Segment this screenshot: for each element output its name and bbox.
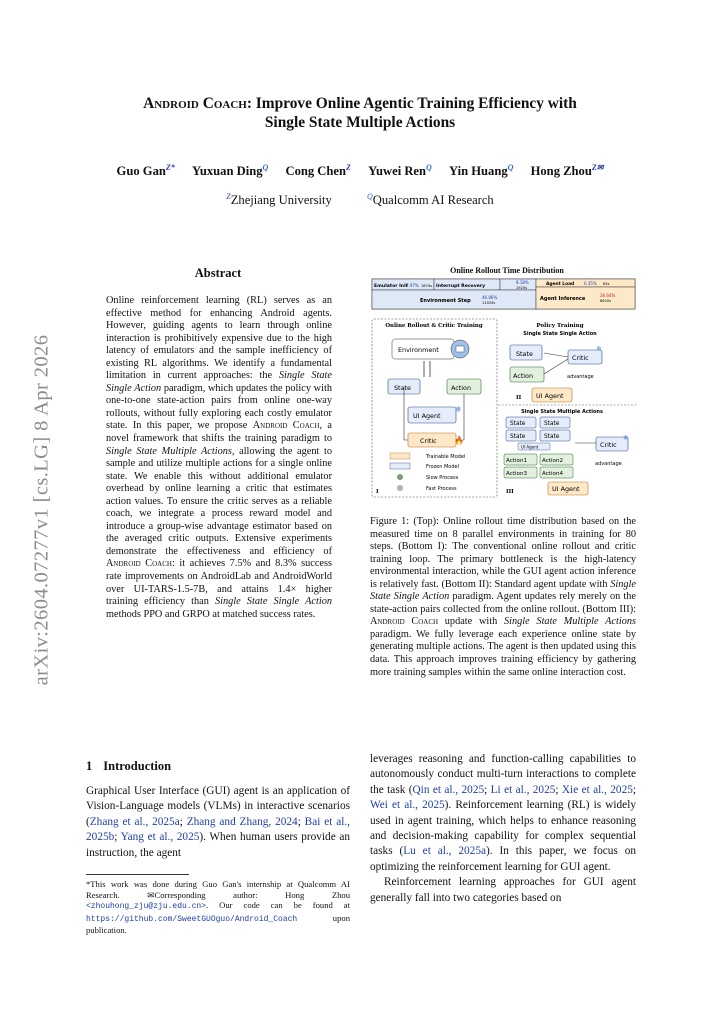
author-list: [60, 163, 660, 179]
svg-text:Online Rollout & Critic Traini: Online Rollout & Critic Training: [385, 323, 483, 329]
svg-text:Critic: Critic: [420, 437, 437, 445]
citation-link[interactable]: Li et al., 2025: [490, 783, 556, 796]
section-heading: 1 Introduction: [86, 759, 172, 773]
citation-link[interactable]: Qin et al., 2025: [412, 783, 485, 796]
svg-text:UI Agent: UI Agent: [536, 392, 564, 400]
svg-text:UI Agent: UI Agent: [552, 485, 580, 493]
svg-text:1925s: 1925s: [516, 286, 528, 290]
author: Guo Gan$^{Z*}$: [116, 163, 175, 178]
citation-link[interactable]: Xie et al., 2025: [561, 783, 633, 796]
svg-text:III: III: [506, 489, 514, 495]
citation-link[interactable]: Wei et al., 2025: [370, 799, 445, 812]
svg-text:Emulator Init: Emulator Init: [374, 284, 408, 289]
arxiv-id: arXiv:2604.07277v1 [cs.LG] 8 Apr 2026: [30, 334, 53, 686]
panel-online-rollout: [372, 319, 497, 497]
svg-text:Action3: Action3: [506, 471, 528, 477]
svg-text:I: I: [376, 489, 379, 495]
svg-text:Critic: Critic: [572, 354, 589, 362]
svg-text:Slow Process: Slow Process: [426, 475, 459, 481]
author: Yin Huang$^Q$: [448, 163, 514, 178]
author: Cong Chen$^Z$: [285, 163, 351, 178]
citation-link[interactable]: Zhang et al., 2025a: [89, 815, 180, 828]
affiliation-list: [60, 192, 660, 208]
svg-text:Action4: Action4: [542, 471, 564, 477]
citation-link[interactable]: Zhang and Zhang, 2024: [186, 815, 298, 828]
author: Yuxuan Ding$^Q$: [191, 163, 269, 178]
svg-text:Agent Inference: Agent Inference: [540, 296, 586, 302]
svg-text:46.86%: 46.86%: [482, 295, 498, 300]
paper-title: [90, 94, 630, 132]
panel-single-state-multiple-actions: [504, 409, 629, 495]
svg-text:advantage: advantage: [567, 374, 594, 380]
svg-text:Action2: Action2: [542, 458, 564, 464]
svg-text:Agent Load: Agent Load: [546, 282, 575, 287]
svg-text:UI Agent: UI Agent: [413, 412, 441, 420]
footnote-rule: [86, 874, 189, 875]
svg-text:Fast Process: Fast Process: [426, 486, 457, 492]
affiliation: $^Z$Zhejiang University: [226, 192, 332, 207]
intro-paragraph-left: Graphical User Interface (GUI) agent is an application of Vision-Language models (VLMs) in interactive scenarios (Zhang et al., 2025a; Zhang and Zhang, 2024; Bai et al., 2025b; Yang et al., 2025). When human users provide an instruction, the agent: [86, 785, 350, 859]
email-link[interactable]: <zhouhong_zju@zju.edu.cn>: [86, 902, 207, 912]
svg-text:State: State: [394, 384, 411, 392]
svg-text:Trainable Model: Trainable Model: [426, 454, 466, 460]
svg-text:Environment Step: Environment Step: [420, 298, 471, 304]
intro-paragraph-2: Reinforcement learning approaches for GUI agent generally fall into two categories based on: [370, 876, 636, 904]
svg-text:❄: ❄: [623, 434, 629, 442]
svg-text:1874s: 1874s: [421, 284, 433, 288]
svg-text:11025s: 11025s: [482, 301, 496, 305]
svg-text:8.18%: 8.18%: [516, 280, 529, 285]
svg-text:🔥: 🔥: [454, 436, 464, 445]
svg-text:UI Agent: UI Agent: [521, 444, 539, 450]
svg-text:7.97%: 7.97%: [406, 283, 419, 288]
svg-text:❄: ❄: [455, 405, 462, 414]
svg-text:Action: Action: [513, 372, 534, 380]
svg-text:II: II: [516, 395, 522, 401]
svg-text:36.64%: 36.64%: [600, 293, 616, 298]
svg-text:State: State: [510, 421, 526, 427]
footnote: *This work was done during Guo Gan's internship at Qualcomm AI Research. ✉Corresponding author: Hong Zhou <zhouhong_zju@zju.edu.cn>. Our code can be found at https://github.com/SweetGUOguo/Android_Coach upon publication.: [86, 879, 350, 936]
citation-link[interactable]: Yang et al., 2025: [120, 831, 200, 844]
svg-text:83s: 83s: [603, 282, 610, 286]
svg-text:Critic: Critic: [600, 441, 617, 449]
arxiv-sidebar: [22, 300, 62, 720]
abstract-heading: Abstract: [194, 266, 242, 280]
affiliation: $^Q$Qualcomm AI Research: [366, 192, 494, 207]
panel-single-state-single-action: [498, 323, 638, 405]
citation-link[interactable]: Bai et al., 2025b: [86, 815, 350, 844]
author: Hong Zhou$^{Z✉}$: [530, 163, 604, 178]
author: Yuwei Ren$^Q$: [368, 163, 432, 178]
figure-title: Online Rollout Time Distribution: [450, 266, 564, 275]
svg-text:Environment: Environment: [398, 346, 439, 354]
svg-text:8620s: 8620s: [600, 299, 612, 303]
citation-link[interactable]: Lu et al., 2025a: [403, 845, 486, 858]
svg-text:Interrupt Recovery: Interrupt Recovery: [436, 284, 486, 289]
code-link[interactable]: https://github.com/SweetGUOguo/Android_Coach: [86, 914, 298, 924]
svg-text:advantage: advantage: [595, 461, 622, 467]
svg-text:Frozen Model: Frozen Model: [426, 464, 459, 470]
abstract-body: Online reinforcement learning (RL) serves as an effective method for enhancing Android agents. However, guiding agents to learn through online interaction is prohibitively expensive due to the high latency of emulators and the sample inefficiency of existing RL algorithms. We identify a fundamental limitation in current approaches: the Single State Single Action paradigm, which updates the policy with one-to-one state-action pairs from online one-way rollouts, without fully exploring each costly emulator state. In this paper, we propose Android Coach, a novel framework that shifts the training paradigm to Single State Multiple Actions, allowing the agent to sample and utilize multiple actions for a single online state. We enable this without additional emulator overhead by online learning a critic that estimates action values. To ensure the critic serves as a reliable coach, we integrate a process reward model and introduce a group-wise advantage estimator based on the averaged critic outputs. Extensive experiments demonstrate the effectiveness and efficiency of Android Coach: it achieves 7.5% and 8.3% success rate improvements on AndroidLab and AndroidWorld over UI-TARS-1.5-7B, and attains 1.4× higher training efficiency than Single State Single Action methods PPO and GRPO at matched success rates.: [106, 295, 333, 620]
intro-paragraph-right: leverages reasoning and function-calling capabilities to autonomously conduct multi-turn interactions to complete the task (Qin et al., 2025; Li et al., 2025; Xie et al., 2025; Wei et al., 2025). Reinforcement learning (RL) is widely used in agent training, which helps to enhance reasoning and decision-making capability for complex sequential tasks (Lu et al., 2025a). In this paper, we focus on optimizing the reinforcement learning for GUI agent. Reinforcement learning approaches for GUI agent generally fall into two categories based on: [370, 752, 636, 906]
svg-text:Action1: Action1: [506, 458, 528, 464]
svg-text:❄: ❄: [596, 345, 602, 353]
figure-caption: Figure 1: (Top): Online rollout time distribution based on the measured time on 8 parallel environments in training for 80 steps. (Bottom I): The conventional online rollout and critic training loop. The primary bottleneck is the high-latency environmental interaction, while the GUI agent action inference is relatively fast. (Bottom II): Standard agent update with Single State Single Action paradigm. Agent updates rely merely on the state-action pairs collected from the online rollout. (Bottom III): Android Coach update with Single State Multiple Actions paradigm. We fully leverage each experience online state by generating multiple actions. The agent is then updated using this data. This approach improves training efficiency by gathering more training samples within the same online interaction cost.: [370, 516, 637, 678]
svg-text:State: State: [510, 434, 526, 440]
svg-text:0.35%: 0.35%: [584, 281, 597, 286]
time-distribution-bars: [372, 279, 635, 309]
figure-1: [370, 277, 640, 499]
svg-text:Action: Action: [451, 384, 472, 392]
svg-text:Single State Single Action: Single State Single Action: [523, 331, 597, 337]
svg-text:State: State: [544, 421, 560, 427]
svg-text:Policy Training: Policy Training: [536, 323, 584, 329]
svg-text:State: State: [544, 434, 560, 440]
title-line1: : Improve Online Agentic Training Efficiency with: [246, 95, 577, 112]
svg-text:State: State: [516, 350, 533, 358]
svg-text:Single State Multiple Actions: Single State Multiple Actions: [521, 409, 603, 415]
title-method-name: Android Coach: [143, 95, 247, 112]
title-line2: Single State Multiple Actions: [264, 114, 456, 131]
